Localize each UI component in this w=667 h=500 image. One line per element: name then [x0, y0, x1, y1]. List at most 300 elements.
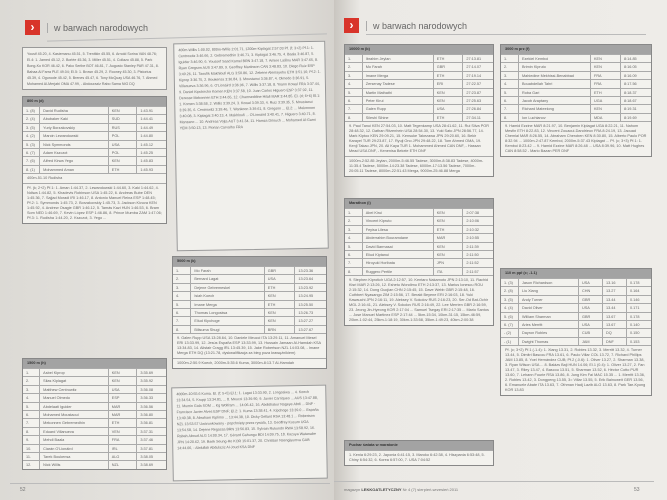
table-cell: 2.: [23, 377, 40, 384]
table-cell: 3.: [173, 284, 191, 291]
table-row: [23, 106, 166, 114]
page-number: 53: [634, 487, 640, 493]
table-cell: 8:19.69: [624, 115, 637, 120]
table-row: [23, 460, 166, 468]
table-row: [345, 104, 493, 112]
table-cell: Tarek Boukensa: [40, 453, 109, 460]
table-cell: KEN: [434, 209, 464, 216]
table-cell: USA: [109, 141, 138, 148]
table-row: [173, 283, 326, 291]
table-cell: 1:45.93: [140, 167, 154, 172]
table-cell: Bilisuma Shugi: [191, 326, 264, 333]
table-row: [345, 242, 493, 250]
footer-prefix: magazyn: [344, 487, 361, 492]
table-cell: GBR: [434, 63, 464, 70]
table-cell: KEN: [591, 63, 621, 70]
table-cell: Brimin Kipruto: [519, 63, 591, 70]
table-cell: Mahiedine Mekhissi-Benabbad: [519, 72, 591, 79]
table-row: [23, 123, 166, 131]
table-cell: Mohamed Moustaoui: [40, 411, 109, 418]
table-cell: Adam Kszczot: [40, 149, 109, 156]
table-row: [345, 225, 493, 233]
table-cell: 3:36.81: [140, 421, 154, 426]
table-cell: 2. (8): [501, 287, 519, 294]
table-cell: 27:34.11: [466, 115, 481, 120]
table-cell: Liu Xiang: [519, 287, 579, 294]
table-cell: JPN: [434, 259, 464, 266]
table-note: 9. Hamid Ezzine MAR 8:21.97, 10. Benjamin Kiplagat UGA 8:22.21, 11. Nahom Mesfin ETH 8:22.83, 12. Vincent Zouaoui-Dandrieux FRA 8:24.19, 13. Jaouad Chemlal MAR 8:26.55, 14. Abraham Cheroben KEN 8:30.80, 15. Alberto Paulo POR 8:32.94 ... 1000m-2:47.87 Kemboi, 2000m-5:37.43 Kiplagat ... Pf. (c; 3+3) Pf.1: 1. Kemboi 8:23.42 ... 9. Hamid Ezzine MAR 8:26.48 ... USA 8:39.96, 10. Matt Hughes CAN 8:58.52 - Mario Bazan PER DNF: [501, 121, 651, 156]
table-row: [23, 410, 166, 418]
table-cell: 0.153: [630, 339, 640, 344]
table-row: [23, 418, 166, 426]
table-cell: 5. (3): [23, 141, 40, 148]
table-cell: Ion Luchianov: [519, 114, 591, 121]
table-cell: 27:19.14: [466, 73, 482, 78]
table-cell: 1:43.91: [140, 109, 154, 113]
table-cell: 4.: [23, 394, 40, 401]
table-cell: 8:14.85: [624, 57, 637, 61]
table-cell: 7.: [173, 317, 191, 324]
table-row: [501, 337, 651, 345]
table-row: [501, 303, 651, 311]
table-row: [173, 300, 326, 308]
table-cell: Eduard Villanueva: [40, 428, 109, 435]
table-cell: ETH: [265, 301, 296, 308]
table-note: 1000m-2:50.9 Koech, 2000m-5:35.6 Kuma, 3000m-8:13.7 Al-Hamdah: [173, 358, 326, 368]
table-cell: Feyisa Lilesa: [363, 226, 434, 233]
table-cell: 8.: [345, 114, 363, 121]
table-cell: 7.: [501, 105, 519, 112]
section-title: w barwach narodowych: [47, 23, 148, 33]
table-row: [173, 266, 326, 274]
table-cell: Nick Willis: [40, 461, 109, 468]
table-cell: 8.: [23, 428, 40, 435]
table-cell: Asbel Kiprop: [40, 369, 109, 376]
table-cell: ETH: [434, 114, 464, 121]
table-row: [23, 385, 166, 393]
table-cell: 5.: [501, 89, 519, 96]
table-cell: IRL: [109, 445, 138, 452]
table-cell: Andy Turner: [519, 296, 579, 303]
table-cell: 13:27.27: [298, 319, 314, 324]
table-cell: 7.: [345, 259, 363, 266]
footer-rule: [10, 483, 330, 484]
table-note: 9. Paul Tanui KEN 27:54.03, 10. Matt Tegenkamp USA 28:41.62, 11. Rui Silva POR 28:48.32, 12. Dathan Ritzenhein USA 28:54.30, 13. Yuki Sato JPN 28:56.77, 14. Mark Kiptoo KEN 29:09.21, 15. Kensuke Takezawa JPN 29:20.60, 16. Bekir Karayel TUR 29:23.87, 17. Ryuji Ono JPN 29:48.22, 18. Tom Ahmed OMA, 19. Kenji Takao JPN, 20. Ali Kaya TUR 1. Mohammed Ahmed CAN DNF, - Hassan Mead USA DNF, - Kenenisa Bekele ETH DNF: [345, 121, 493, 156]
table-cell: David Rudisha: [40, 107, 109, 114]
table-cell: GBR: [265, 267, 296, 274]
table-cell: William Sharman: [519, 313, 579, 320]
table-cell: 3:36.56: [140, 404, 154, 409]
section-title: w barwach narodowych: [366, 21, 467, 31]
table-cell: 13:23.92: [298, 285, 314, 290]
table-cell: David Barmasai: [363, 243, 434, 250]
table-cell: DNF: [603, 338, 627, 345]
table-cell: KEN: [591, 55, 621, 62]
footer: [344, 487, 458, 492]
table-cell: 3. (5): [501, 296, 519, 303]
table-cell: 13:24.95: [298, 294, 314, 299]
table-cell: USA: [579, 304, 603, 311]
table-cell: Ezekiel Kemboi: [519, 55, 591, 62]
table-cell: UGA: [591, 97, 621, 104]
table-cell: 13.67: [603, 321, 627, 328]
table-world-cup-marathon: [344, 440, 494, 466]
table-cell: 13:25.50: [298, 302, 314, 307]
table-row: [501, 328, 651, 336]
table-row: [501, 96, 651, 104]
table-cell: 3:38.69: [140, 463, 154, 468]
table-cell: 13.44: [603, 296, 627, 303]
table-row: [501, 79, 651, 87]
table-cell: 3:38.05: [140, 454, 154, 459]
table-row: [345, 54, 493, 62]
table-cell: Thomas Longosiwa: [191, 309, 264, 316]
table-cell: Silas Kiplagat: [40, 377, 109, 384]
table-cell: 13.27: [603, 287, 627, 294]
table-cell: KEN: [265, 317, 296, 324]
table-cell: Dwight Thomas: [519, 338, 579, 345]
table-cell: 6. (7): [23, 149, 40, 156]
table-row: [173, 274, 326, 282]
table-row: [23, 452, 166, 460]
table-cell: 8.: [501, 114, 519, 121]
table-cell: KEN: [265, 309, 296, 316]
table-cell: 5. (6): [501, 313, 519, 320]
table-row: [173, 291, 326, 299]
table-row: [23, 114, 166, 122]
table-cell: ETH: [265, 284, 296, 291]
table-cell: 2.: [173, 275, 191, 282]
table-title: 800 m (d): [23, 97, 166, 106]
table-cell: DQ: [603, 329, 627, 336]
table-cell: Yuriy Borzakovskiy: [40, 124, 109, 131]
table-cell: 3.: [23, 386, 40, 393]
table-cell: 2.: [345, 63, 363, 70]
table-cell: 13:23.36: [298, 269, 314, 273]
table-cell: Abdelaati Iguider: [40, 403, 109, 410]
table-cell: Matthew Centrowitz: [40, 386, 109, 393]
table-title: 110 m ppł (c; -1.1): [501, 269, 651, 278]
table-cell: BRN: [265, 326, 296, 333]
table-cell: 3:35.92: [140, 379, 154, 384]
table-title: 10000 m (b): [345, 45, 493, 54]
footer-brand: LEKKOATLETYCZNY: [361, 487, 402, 492]
table-row: [501, 88, 651, 96]
table-cell: 11.: [23, 453, 40, 460]
table-cell: 2:11:39: [466, 244, 479, 249]
table-row: [501, 278, 651, 286]
table-cell: Mehdi Baala: [40, 436, 109, 443]
table-cell: 2. (4): [23, 115, 40, 122]
table-cell: Abel Kirui: [363, 209, 434, 216]
table-cell: FRA: [591, 72, 621, 79]
table-cell: USA: [434, 105, 464, 112]
table-cell: 1:45.25: [140, 150, 154, 155]
table-cell: Jacob Araptany: [519, 97, 591, 104]
header-rule: [366, 34, 646, 35]
table-cell: 27:13.81: [466, 57, 482, 61]
table-cell: Galen Rupp: [363, 105, 434, 112]
1500m-heats-text: 400m-Willis 1:00.02, 800m-Willis 2:01.71, 1200m-Kiplagat 2:57.03 Pf. (f; 3+2) Pf.1: 1. Centrowitz 3:46.66, 2. Gebremedhin 3:46.71, 3. Kiplagat 3:46.75, 4. Baala 3:46.87, 5. Iguider 3:46.90, 6. Youssef Saad Kamel BRN 3:47.18, 7. Amine Laâlou MAR 3:47.65, 8. Ryan Gregson AUS 3:47.89, 9. Geoffrey Martinson CAN 3:48.83, 10. Diego Ruiz ESP 3:49.26, 11. Taoufik Makhloufi ALG 3:50.86, 12. Zebene Alemayehu ETH 3:51.16; Pf.2: 1. Kiprop 3:36.75, 2. Boukensa 3:36.84, 3. Moustaoui 3:36.87, 4. Olmedo 3:36.91, 5. Villanueva 3:36.96, 6. O'Lionáird 3:36.96, 7. Willis 3:37.18, 8. Yoann Kowal FRA 3:37.44, 9. Daniel Kipchirchir Komen KEN 3:37.58, 10. Juan Carlos Higuero ESP 3:37.92, 11. Deresse Mekonnen ETH 3:44.65, 12. Chamseddine Hilali MAR 3:44.85. El. (d; 6+6) El.1: 1. Komen 3:38.58, 2. Willis 3:39.24, 3. Kowal 3:39.33, 4. Ruiz 3:39.35, 5. Moustaoui 3:39.35, 6. Centrowitz 3:39.46, 7. Wankoon 3:39.61, 8. Gregson ... El.2: ... Mekonnen 3:40.08, 3. Kiplagat 3:40.13, 4. Makhloufi ... O'Lionáird 3:40.41, 7. Higuero 3:40.71, 8. Manzano ... 10. Andreas Vojta AUT 3:41.34, 11. Hamza Driouch ... Mohamed Al-Garni YEM 3:50.13, 13. Florian Carvalho FRA: [173, 41, 329, 252]
table-row: [345, 71, 493, 79]
table-cell: 27:25.63: [466, 98, 482, 103]
table-row: [23, 393, 166, 401]
table-cell: 2:07:38: [466, 211, 480, 215]
table-cell: 3. (5): [23, 124, 40, 131]
table-cell: USA: [579, 279, 603, 286]
table-cell: 1:45.12: [140, 142, 154, 147]
table-note: 9. Stephen Kiprotich UGA 2:12:57, 10. Kentaro Nakamoto JPN 2:13:10, 11. Rachid Kisri MAR 2:13:26, 12. Eshetu Wondimu ETH 2:13:37, 13. Marius Ionescu ROU 2:15:32, 14. Dong Guojian CHN 2:15:45, 15. Dave Webb GBR 2:15:48, 16. Cuthbert Nyasango ZIM 2:15:56, 17. Berakt Beyene ERI 2:16:03, 18. Yuki Kawauchi JPN 2:16:11, 19. Aleksey V. Sokolov RUS 2:16:23, 20. Ser-Od Bat-Ochir MGL 2:16:41, 21. Aleksey V. Sokolov RUS 2:16:49, 22. Lee Merrien GBR 2:16:59, 23. Jeong Jin-Hyeong KOR 2:17:04 ... Samuel Tsegay ERI 2:17:35 ... Mario Santos ... Jose Manuel Martinez ESP 2:17:44 ... 5km-15:34, 10km-31:15, 15km-46:59, 20km-1:02:44, 25km-1:18:19, 30km-1:33:58, 35km-1:49:23, 40km-2:00:38: [345, 275, 493, 325]
table-cell: SUD: [109, 115, 138, 122]
table-cell: USA: [109, 386, 138, 393]
table-cell: ITA: [434, 268, 464, 275]
table-cell: 13.44: [603, 304, 627, 311]
table-cell: MAR: [434, 234, 464, 241]
table-10000m: [344, 44, 494, 177]
table-cell: ALG: [109, 453, 138, 460]
table-800m: [22, 96, 167, 224]
table-cell: Bernard Lagat: [191, 275, 264, 282]
table-cell: 2:11:52: [466, 261, 479, 266]
right-page: [334, 0, 667, 500]
table-cell: NZL: [109, 461, 138, 468]
table-cell: 1.: [173, 267, 191, 274]
chevron-right-icon: ›: [344, 18, 359, 33]
table-1500m: [22, 358, 167, 470]
table-cell: ERI: [434, 80, 464, 87]
table-cell: 13.16: [603, 279, 627, 286]
table-cell: Imane Merga: [363, 72, 434, 79]
intro-text: Yousif 45.20, 4. Kasiemanu 45.51, 5. Trenitkin 45.55, 6. Arnold Sorina VAN 48.76; El.4: 1. Jamed 45.12, 2. Borlée 45.36, 3. Miller 45.51, 4. Collazo 45.88, 5. Park Bong-Ko KOR 46.42, 6. Pako Seribe BOT 46.81, 7. Augusto Stanley PAR 47.31, 8. Bahaa Al Farra PLE 49.04; El.5: 1. Brown 45.29, 2. Rooney 45.30, 3. Pistorius 45.39, 4. Ogunode 45.42, 5. Brenes 45.47, 6. Tony McQuay USA 46.76, 7. Ahmed Mohamed Al-Merjabi OMA 47.99, - Abdouraziz Rabo Sama NIG DQ: [22, 47, 167, 90]
table-cell: 8:16.09: [624, 73, 637, 78]
table-row: [23, 427, 166, 435]
table-cell: 2:11:57: [466, 269, 479, 274]
table-cell: 13:27.67: [298, 327, 314, 332]
table-cell: POL: [109, 132, 138, 139]
table-cell: 6. (7): [501, 321, 519, 328]
table-cell: 3.: [345, 72, 363, 79]
table-cell: Richard Mateelong: [519, 105, 591, 112]
table-row: [23, 402, 166, 410]
table-cell: Ibrahim Jeylan: [363, 55, 434, 62]
table-cell: KEN: [434, 243, 464, 250]
table-cell: 2.: [345, 217, 363, 224]
table-cell: KEN: [109, 107, 138, 114]
table-row: [501, 113, 651, 121]
table-row: [23, 368, 166, 376]
table-row: [23, 131, 166, 139]
footer-rule: [334, 481, 654, 482]
table-row: [345, 96, 493, 104]
table-cell: KEN: [109, 157, 138, 164]
table-cell: 1. (3): [501, 279, 519, 286]
table-cell: 1.: [345, 55, 363, 62]
table-cell: KEN: [434, 97, 464, 104]
table-cell: Sileshi Sihine: [363, 114, 434, 121]
table-cell: 4.: [501, 80, 519, 87]
table-cell: 3:35.69: [140, 371, 154, 375]
table-row: [23, 140, 166, 148]
table-cell: KEN: [434, 89, 464, 96]
table-cell: 1.: [345, 209, 363, 216]
table-row: [501, 104, 651, 112]
table-cell: 2:10:06: [466, 219, 480, 224]
table-cell: VEN: [109, 428, 138, 435]
table-cell: Jason Richardson: [519, 279, 579, 286]
table-title: Puchar świata w maratonie: [345, 441, 493, 450]
table-cell: Nick Symmonds: [40, 141, 109, 148]
table-row: [501, 295, 651, 303]
table-note: 1. Kenia 6:29:23, 2. Japonia 6:41:15, 3. Maroko 6:42:38, 4. Hiszpania 6:53:48, 5. Chiny 6:54:32, 6. Korea 6:57:00, 7. USA 7:04:52: [345, 450, 493, 465]
table-cell: 2:10:32: [466, 227, 480, 232]
table-cell: 1:44.41: [140, 117, 154, 122]
table-cell: 4.: [173, 292, 191, 299]
table-cell: 13:23.64: [298, 277, 314, 282]
table-cell: - (1): [501, 338, 519, 345]
table-row: [501, 71, 651, 79]
table-row: [345, 250, 493, 258]
table-cell: KEN: [591, 105, 621, 112]
table-row: [173, 325, 326, 333]
table-row: [345, 267, 493, 275]
table-cell: 5.: [23, 403, 40, 410]
table-cell: 3:37.46: [140, 438, 154, 443]
table-cell: 0.178: [630, 314, 640, 319]
table-cell: 1:44.80: [140, 134, 154, 139]
table-cell: Imane Merga: [191, 301, 264, 308]
table-cell: 4. (2): [23, 132, 40, 139]
table-row: [501, 286, 651, 294]
table-row: [345, 113, 493, 121]
table-row: [345, 88, 493, 96]
table-cell: 0.140: [630, 322, 640, 327]
table-note: 9. Galen Rupp USA 13:28.64, 10. Daniele Meucci ITA 13:29.11, 11. Amanuel Mesel ERI 13:33.99, 12. Jesús España ESP 13:33.99, 13. Hussain Jamaan Al-Hamdah KSA 13:34.83, 14. Alistair Cragg IRL 13:45.39, 15. Jake Robertson NZL 14:03.08, - Imane Merga ETH DQ (13:21.78, dyskwalifikacja za bieg poza krawężnikiem): [173, 333, 326, 358]
table-row: [345, 79, 493, 87]
table-cell: 5.: [345, 243, 363, 250]
table-cell: 2:11:50: [466, 252, 479, 257]
table-cell: 3:37.81: [140, 446, 154, 451]
table-cell: 5.: [345, 89, 363, 96]
table-cell: Aries Merritt: [519, 321, 579, 328]
table-cell: Eliud Kipchoge: [191, 317, 264, 324]
table-cell: 8.: [173, 326, 191, 333]
table-cell: Isiah Koech: [191, 292, 264, 299]
table-cell: 0.171: [630, 306, 640, 311]
table-row: [345, 258, 493, 266]
table-cell: FRA: [109, 436, 138, 443]
table-row: [501, 312, 651, 320]
table-cell: 6.: [173, 309, 191, 316]
table-cell: CHN: [579, 287, 603, 294]
table-cell: Mo Farah: [363, 63, 434, 70]
table-row: [23, 165, 166, 173]
table-row: [345, 62, 493, 70]
table-row: [23, 148, 166, 156]
table-cell: 8:17.56: [624, 82, 637, 87]
table-cell: MDA: [591, 114, 621, 121]
table-cell: 10.: [23, 445, 40, 452]
table-row: [345, 216, 493, 224]
table-title: 3000 m prz (f): [501, 45, 651, 54]
table-cell: RUS: [109, 124, 138, 131]
table-note: 400m-51.10 Rudisha: [23, 173, 166, 183]
table-cell: KEN: [109, 369, 138, 376]
table-cell: ESP: [109, 394, 138, 401]
table-cell: Alfred Kirwa Yego: [40, 157, 109, 164]
table-cell: Mohammed Aman: [40, 166, 109, 173]
footer-issue: Nr 4 (7) sierpień-wrzesień 2011: [402, 487, 459, 492]
table-cell: 0.178: [630, 281, 640, 285]
table-cell: 3:36.08: [140, 387, 154, 392]
table-cell: 1.: [23, 369, 40, 376]
table-marathon: [344, 198, 494, 326]
table-title: 1500 m (h): [23, 359, 166, 368]
table-cell: 1. (8): [23, 107, 40, 114]
table-row: [501, 320, 651, 328]
table-cell: MAR: [109, 403, 138, 410]
table-cell: 3.: [501, 72, 519, 79]
table-cell: 27:23.87: [466, 90, 482, 95]
table-3000m-steeplechase: [500, 44, 652, 157]
table-cell: 13.67: [603, 313, 627, 320]
table-note: Pf. (c; 3+2) Pf.1 (-1.4): 1. Xiang 13.31, 2. Robles 13.32, 3. Merritt 13.32, 4. Turner 13.44, 5. Dimitri Bascou FRA 13.61, 6. Paulo Villar COL 13.72, 7. Richard Phillips JAM 13.85, 8. Yoel Hernández CUB; Pf.2 (-0.6): 1. Oliver 13.27, 2. Sharman 13.38, 3. Ryan Wilson USA ... 8. Balázs Baji HUN 14.06; El.1 (0.4): 1. Oliver 13.27, 2. Fan 13.47, 3. Riley 13.47, 4. Bascou 13.51, 5. Sharman 13.52, 6. Héctor Cotto PUR 13.60, 7. Lehann Fourie RSA 13.86, 8. Jung Kim Fai MAC 15.35 ... 1. Merritt 13.36, 2. Robles 13.42, 3. Dongpeng 13.55, 3= Villar 13.55, 5. Erik Balnuweit GER 13.56, 6. Emanuele Abate ITA 13.63, 7. Othman Hadj Lazib ALG 13.63, 8. Park Tae-Kyong KOR 13.83: [501, 345, 651, 395]
table-cell: 8.: [345, 268, 363, 275]
table-cell: 2:10:55: [466, 236, 480, 241]
table-cell: Zersenay Tadese: [363, 80, 434, 87]
table-cell: KEN: [434, 251, 464, 258]
table-cell: 9.: [23, 436, 40, 443]
section-header: [25, 20, 148, 35]
table-cell: 1.: [501, 55, 519, 62]
table-cell: 8:18.67: [624, 98, 637, 103]
table-cell: Ciarán O'Lionáird: [40, 445, 109, 452]
table-cell: Marcin Lewandowski: [40, 132, 109, 139]
table-cell: JAM: [579, 338, 603, 345]
table-cell: Ruggero Pertile: [363, 268, 434, 275]
table-cell: 7.: [23, 419, 40, 426]
table-cell: 12.: [23, 461, 40, 468]
table-cell: GBR: [579, 296, 603, 303]
table-cell: 3:36.80: [140, 412, 154, 417]
table-cell: ETH: [591, 89, 621, 96]
table-row: [345, 233, 493, 241]
table-title: 5000 m (k): [173, 257, 326, 266]
table-cell: Mekonnen Gebremedhin: [40, 419, 109, 426]
table-cell: POL: [109, 149, 138, 156]
table-cell: 6.: [345, 97, 363, 104]
table-cell: 8:16.05: [624, 65, 637, 70]
table-cell: 7.: [345, 105, 363, 112]
table-cell: 27:14.07: [466, 65, 482, 70]
table-cell: 8. (1): [23, 166, 40, 173]
table-cell: Vincent Kipruto: [363, 217, 434, 224]
table-cell: 1:45.83: [140, 159, 154, 164]
table-cell: 5.: [173, 301, 191, 308]
table-cell: Mo Farah: [191, 267, 264, 274]
table-row: [173, 316, 326, 324]
table-cell: CUB: [579, 329, 603, 336]
table-cell: 0.150: [630, 331, 640, 336]
table-cell: MAR: [109, 411, 138, 418]
table-row: [23, 444, 166, 452]
table-cell: 6.: [501, 97, 519, 104]
table-cell: Peter Kirui: [363, 97, 434, 104]
5000m-heats-text: 4000m-10:55.6 Kuma. El. (f; 5+5) El.1: 1. Lagat 13:33.90, 2. Longosiwa ... 4. Koech 13:34.54, 5. Krupp 13:34.81, ... 8. Meucci 13:39.90, 9. Javier Carriqueo ... AUS 13:47.88, 11. Mumin Gala SOM ... Kg Wolfram ... 14:06.42, 16. Abdishakur Nageye Abdi ... DNF - Francisco Javier Alves ESP DNF; El.2: 1. Kuma 13:38.41, 4. Kipchoge 13:39.0 ... España 13:40.38, 8. Abraham Kiplimo ... 13:44.38, 10. Dicky Gellant RSA 13:48.1 ... Robertson NZL 13:53.57 Uwarunkowany - popchnięty przez rywala, 13. Geoffrey Kusuro UGA 13:54.58, 14. Dejene Regassa BRN 13:56.83, 15. Sylvain Rukundo RWA 13:58.92, 16. Rabah Aboud ALG 14:00.34, 17. Gérard Gahungu BDI 14:09.75, 18. Kazuya Watanabe JPN 14:20.62, 19. Baek Seung-Ho KOR 15:01.37, 20. Christian Nsengiyumva GAB 14:44.06, - Abdullah Abdulaziz Al-Joud KSA DNF: [171, 385, 328, 482]
table-cell: 2.: [501, 63, 519, 70]
table-cell: ETH: [109, 166, 138, 173]
table-cell: KEN: [109, 377, 138, 384]
table-cell: 8:18.37: [624, 90, 637, 95]
